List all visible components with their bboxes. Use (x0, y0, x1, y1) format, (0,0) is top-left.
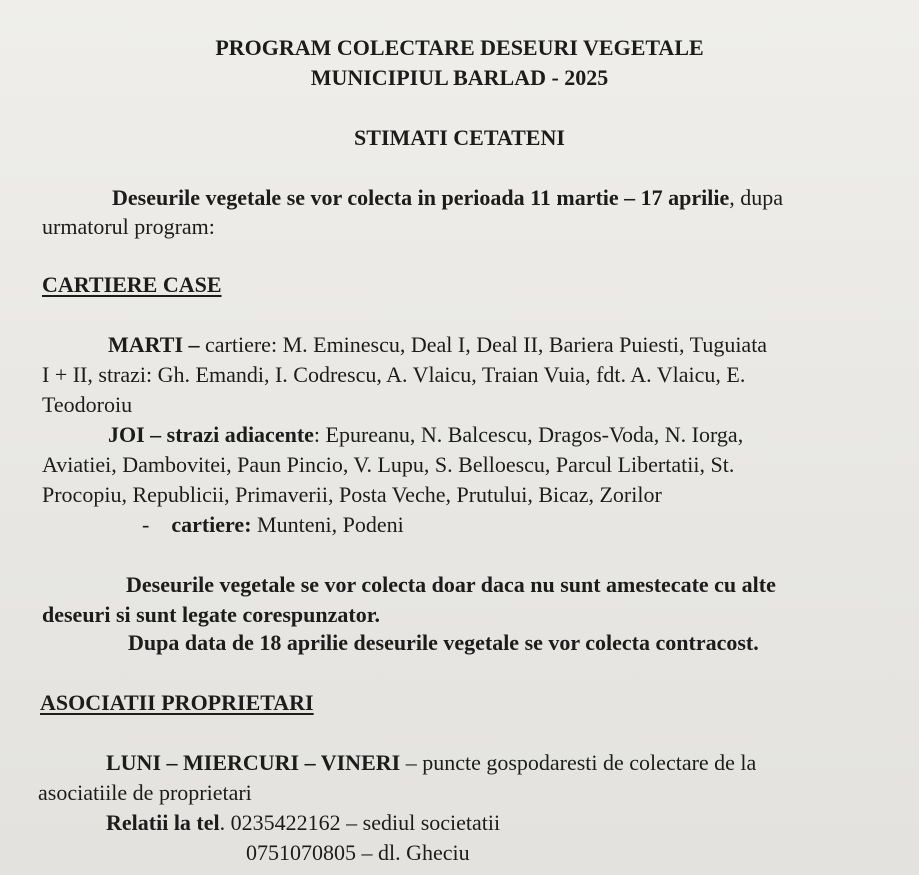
title-line-1: PROGRAM COLECTARE DESEURI VEGETALE (215, 35, 704, 60)
asociatii-rest: – puncte gospodaresti de colectare de la (400, 750, 757, 775)
note-2: Dupa data de 18 aprilie deseurile vegetale se vor colecta contracost. (128, 630, 759, 655)
marti-rest: cartiere: M. Eminescu, Deal I, Deal II, Bariera Puiesti, Tuguiata (199, 332, 768, 357)
contact-line-1 (106, 809, 500, 837)
joi-rest: : Epureanu, N. Balcescu, Dragos-Voda, N. Iorga, (313, 422, 744, 447)
joi-cartiere-line (142, 511, 404, 539)
contact-phone-2: 0751070805 – dl. Gheciu (246, 840, 470, 865)
list-dash: - (142, 512, 150, 537)
marti-line-2: I + II, strazi: Gh. Emandi, I. Codrescu, A. Vlaicu, Traian Vuia, fdt. A. Vlaicu, E. (42, 362, 746, 387)
note-1-line-2: deseuri si sunt legate corespunzator. (42, 602, 380, 627)
salutation: STIMATI CETATENI (354, 125, 565, 150)
title-line-2: MUNICIPIUL BARLAD - 2025 (310, 65, 609, 90)
joi-line-1 (108, 421, 743, 449)
joi-line-3: Procopiu, Republicii, Primaverii, Posta Veche, Prutului, Bicaz, Zorilor (42, 482, 662, 507)
contact-phone-1: . 0235422162 – sediul societatii (219, 810, 501, 835)
joi-line-2: Aviatiei, Dambovitei, Paun Pincio, V. Lupu, S. Belloescu, Parcul Libertatii, St. (42, 452, 735, 477)
marti-line-3: Teodoroiu (42, 392, 133, 417)
marti-line-1 (108, 331, 767, 359)
intro-line-2: urmatorul program: (42, 214, 215, 239)
note-1-line-1: Deseurile vegetale se vor colecta doar daca nu sunt amestecate cu alte (126, 572, 776, 597)
joi-cartiere-label: cartiere: (171, 512, 252, 537)
section-heading-asociatii: ASOCIATII PROPRIETARI (40, 690, 314, 715)
contact-label: Relatii la tel (106, 810, 220, 835)
intro-bold: Deseurile vegetale se vor colecta in perioada 11 martie – 17 aprilie (112, 185, 730, 210)
marti-day: MARTI – (108, 332, 200, 357)
asociatii-line-2: asociatiile de proprietari (38, 780, 252, 805)
asociatii-line-1 (106, 749, 756, 777)
asociatii-days: LUNI – MIERCURI – VINERI (106, 750, 401, 775)
joi-cartiere-value: Munteni, Podeni (251, 512, 404, 537)
section-heading-cartiere-case: CARTIERE CASE (42, 272, 222, 297)
intro-rest: , dupa (729, 185, 784, 210)
joi-day: JOI – strazi adiacente (108, 422, 314, 447)
intro-line-1 (112, 184, 783, 212)
